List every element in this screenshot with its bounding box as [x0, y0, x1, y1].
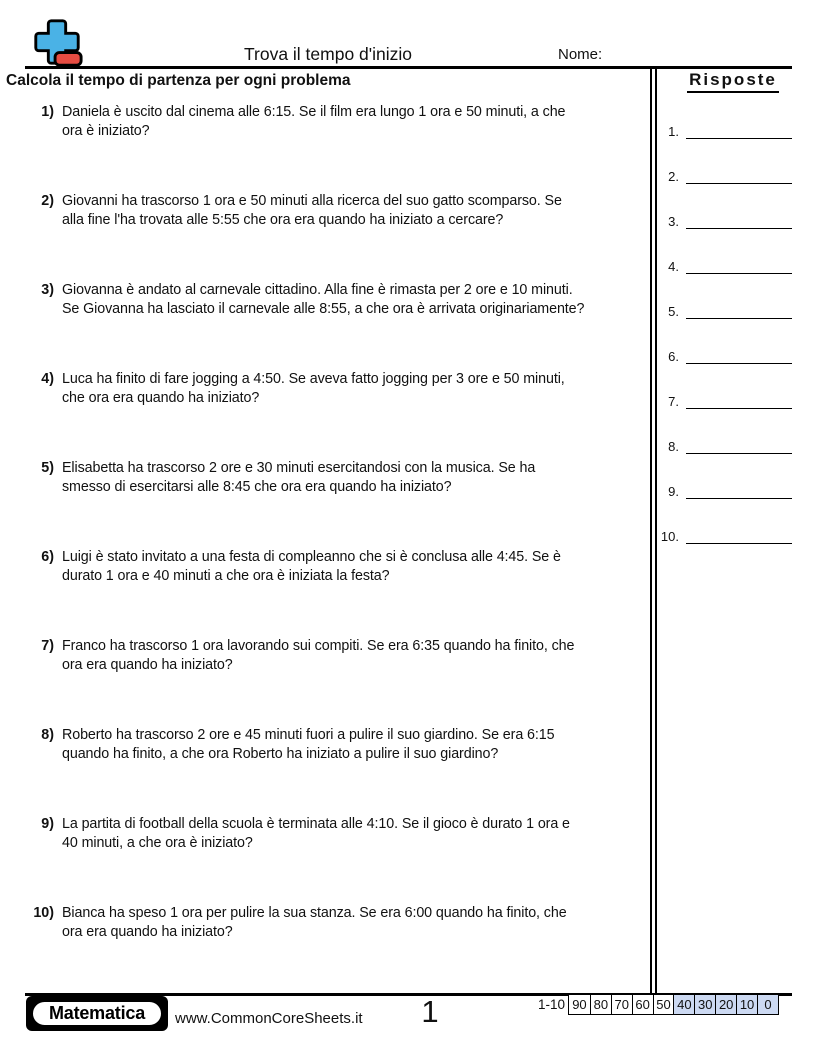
problem-number: 7) — [41, 638, 54, 654]
answer-blank-line — [686, 257, 792, 274]
answer-number: 8. — [668, 439, 679, 454]
name-label: Nome: — [558, 46, 603, 63]
problem-item — [28, 281, 644, 319]
answer-number: 2. — [668, 169, 679, 184]
answer-blank-line — [686, 347, 792, 364]
problem-number: 6) — [41, 549, 54, 565]
problem-number: 8) — [41, 727, 54, 743]
answer-row — [656, 482, 792, 499]
problem-item — [28, 904, 644, 942]
problem-number: 10) — [33, 905, 54, 921]
problem-text: Roberto ha trascorso 2 ore e 45 minuti fuori a pulire il suo giardino. Se era 6:15 quando ha finito, a che ora Roberto ha iniziato a pulire il suo giardino? — [62, 727, 555, 762]
problem-number: 4) — [41, 371, 54, 387]
minus-icon — [55, 53, 81, 66]
answer-blank-line — [686, 167, 792, 184]
header-divider — [25, 66, 792, 69]
answer-row — [656, 257, 792, 274]
answer-blank-line — [686, 437, 792, 454]
score-cell: 50 — [653, 995, 674, 1014]
problem-text: Daniela è uscito dal cinema alle 6:15. Se il film era lungo 1 ora e 50 minuti, a che ora è iniziato? — [62, 104, 566, 139]
problem-text: La partita di football della scuola è terminata alle 4:10. Se il gioco è durato 1 ora e 40 minuti, a che ora è iniziato? — [62, 816, 570, 851]
answer-row — [656, 302, 792, 319]
answer-blank-line — [686, 302, 792, 319]
page-number: 1 — [421, 994, 439, 1029]
answer-row — [656, 527, 792, 544]
answer-number: 4. — [668, 259, 679, 274]
problem-number: 9) — [41, 816, 54, 832]
problem-item — [28, 192, 644, 230]
answer-row — [656, 167, 792, 184]
answer-number: 1. — [668, 124, 679, 139]
score-cell: 0 — [757, 995, 778, 1014]
answer-row — [656, 347, 792, 364]
problem-text: Elisabetta ha trascorso 2 ore e 30 minuti esercitandosi con la musica. Se ha smesso di esercitarsi alle 8:45 che ora era quando ha iniziato? — [62, 460, 536, 495]
problem-number: 3) — [41, 282, 54, 298]
answers-header: Risposte — [658, 70, 808, 93]
score-cell: 80 — [590, 995, 611, 1014]
score-cell: 20 — [715, 995, 736, 1014]
problem-item — [28, 370, 644, 408]
answer-blank-line — [686, 392, 792, 409]
answer-number: 6. — [668, 349, 679, 364]
answer-number: 3. — [668, 214, 679, 229]
problem-text: Luigi è stato invitato a una festa di compleanno che si è conclusa alle 4:45. Se è durato 1 ora e 40 minuti a che ora è iniziata la festa? — [62, 549, 561, 584]
answer-row — [656, 122, 792, 139]
score-cell: 70 — [611, 995, 632, 1014]
answer-row — [656, 392, 792, 409]
problem-number: 1) — [41, 104, 54, 120]
answer-blank-line — [686, 527, 792, 544]
subject-badge — [26, 996, 168, 1031]
problem-item — [28, 637, 644, 675]
answer-number: 5. — [668, 304, 679, 319]
score-cell: 10 — [736, 995, 757, 1014]
score-cell: 30 — [694, 995, 715, 1014]
answer-blank-line — [686, 122, 792, 139]
problem-text: Bianca ha speso 1 ora per pulire la sua stanza. Se era 6:00 quando ha finito, che ora era quando ha iniziato? — [62, 905, 567, 940]
problem-text: Luca ha finito di fare jogging a 4:50. Se aveva fatto jogging per 3 ore e 50 minuti, che ora era quando ha iniziato? — [62, 371, 565, 406]
score-cell: 60 — [632, 995, 653, 1014]
problem-item — [28, 103, 644, 141]
problem-item — [28, 815, 644, 853]
instruction-text: Calcola il tempo di partenza per ogni problema — [6, 72, 351, 89]
problem-item — [28, 459, 644, 497]
answer-number: 7. — [668, 394, 679, 409]
problem-text: Giovanna è andato al carnevale cittadino. Alla fine è rimasta per 2 ore e 10 minuti. Se Giovanna ha lasciato il carnevale alle 8:55, a che ora è arrivata originariamente? — [62, 282, 585, 317]
answer-row — [656, 212, 792, 229]
subject-badge-label: Matematica — [48, 1003, 146, 1023]
problem-text: Franco ha trascorso 1 ora lavorando sui compiti. Se era 6:35 quando ha finito, che ora era quando ha iniziato? — [62, 638, 575, 673]
answer-row — [656, 437, 792, 454]
website-url: www.CommonCoreSheets.it — [175, 1010, 363, 1027]
problem-number: 5) — [41, 460, 54, 476]
answer-number: 10. — [660, 529, 679, 544]
problem-item — [28, 726, 644, 764]
page-title: Trova il tempo d'inizio — [243, 44, 413, 64]
score-cell: 90 — [569, 995, 590, 1014]
answer-number: 9. — [668, 484, 679, 499]
score-table — [568, 994, 779, 1015]
score-cell: 40 — [673, 995, 694, 1014]
answer-blank-line — [686, 212, 792, 229]
problem-text: Giovanni ha trascorso 1 ora e 50 minuti alla ricerca del suo gatto scomparso. Se alla fine l'ha trovata alle 5:55 che ora era quando ha iniziato a cercare? — [62, 193, 562, 228]
score-range-label: 1-10 — [537, 997, 565, 1012]
problem-item — [28, 548, 644, 586]
commoncoresheets-logo — [30, 14, 84, 70]
answers-divider-line — [650, 67, 652, 995]
answer-blank-line — [686, 482, 792, 499]
problem-number: 2) — [41, 193, 54, 209]
